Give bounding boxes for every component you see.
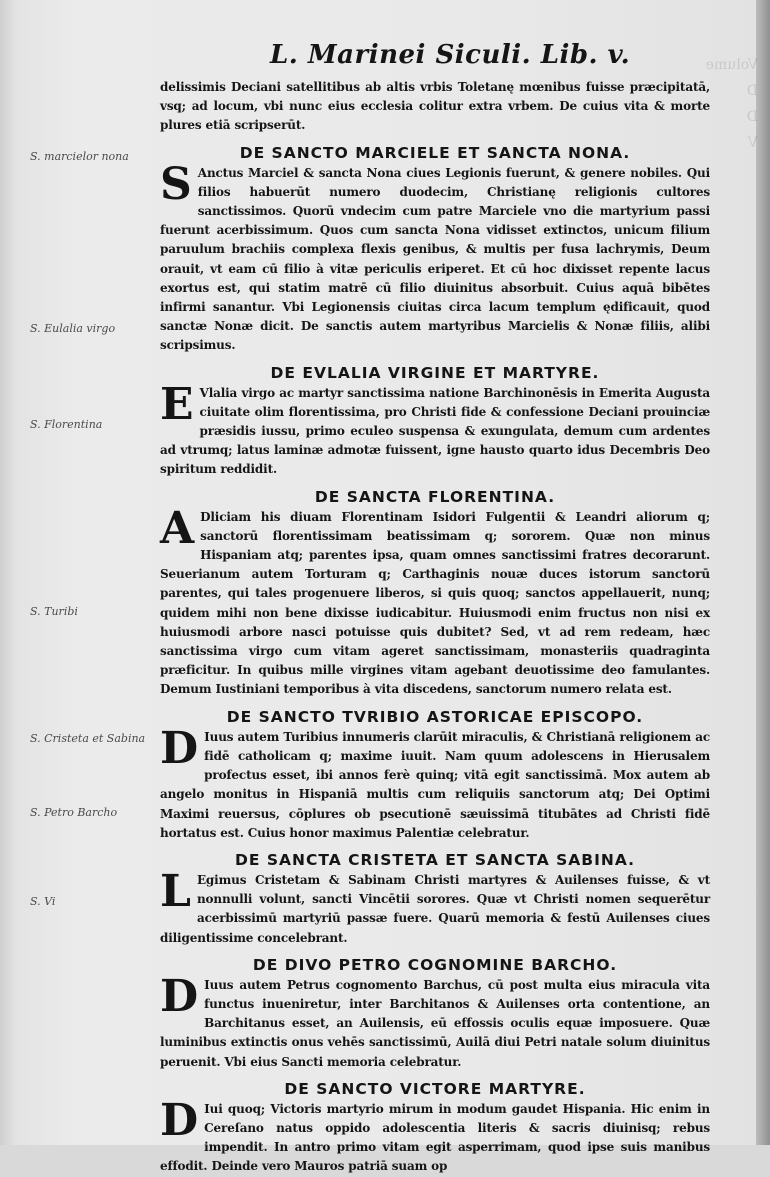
- text-column: [160, 78, 710, 1177]
- section-heading: DE EVLALIA VIRGINE ET MARTYRE.: [270, 363, 600, 382]
- margin-note-eulalia: S. Eulalia virgo: [30, 322, 116, 335]
- section-cristeta: [160, 849, 710, 948]
- drop-cap: D: [160, 970, 199, 1022]
- margin-note-florentina: S. Florentina: [30, 418, 103, 431]
- section-marciel: [160, 142, 710, 356]
- drop-cap: A: [160, 502, 195, 554]
- margin-note-petro: S. Petro Barcho: [30, 806, 118, 819]
- section-heading: DE SANCTO VICTORE MARTYRE.: [284, 1079, 586, 1098]
- drop-cap: E: [160, 378, 194, 430]
- section-heading: DE SANCTO MARCIELE ET SANCTA NONA.: [239, 143, 631, 162]
- section-petro: [160, 954, 710, 1072]
- running-head: L. Marinei Siculi. Lib. v.: [270, 40, 631, 70]
- section-text: Iui quoq; Victoris martyrio mirum in modum gaudet Hispania. Hic enim in Cereſano natus oppido adolescentia literis & sacris diuinisq; rebus impendit. In antro primo vitam egit asperrimam, quod ipse suis manibus effodit. Deinde vero Mauros patriā suam op: [160, 1101, 710, 1174]
- drop-cap: D: [160, 722, 199, 774]
- margin-note-victor: S. Vi: [30, 895, 56, 908]
- section-text: Egimus Cristetam & Sabinam Christi martyres & Auilenses fuisse, & vt nonnulli volunt, sancti Vincētii sorores. Quæ vt Christi nomen sequerētur acerbissimū martyriū passæ fuere. Quarū memoria & festū Auilenses ciues diligentissime concelebrant.: [160, 872, 710, 945]
- section-text: Iuus autem Turibius innumeris clarūit miraculis, & Christianā religionem ac fidē catholicam q; maxime iuuit. Nam quum adolescens in Hierusalem profectus esset, ibi annos ferè quinq; vitā egit sanctissimā. Mox autem ab angelo monitus in Hispaniā multis cum reliquiis sanctorum atq; Dei Optimi Maximi reuersus, cōplures ob psecutionē sæuissimā titubātes ad Christi fidē hortatus est. Cuius honor maximus Palentiæ celebratur.: [160, 729, 710, 840]
- drop-cap: L: [160, 865, 191, 917]
- section-heading: DE SANCTO TVRIBIO ASTORICAE EPISCOPO.: [226, 707, 644, 726]
- section-eulalia: [160, 362, 710, 480]
- section-heading: DE DIVO PETRO COGNOMINE BARCHO.: [252, 955, 618, 974]
- margin-note-turibio: S. Turibi: [30, 605, 78, 618]
- section-victor: [160, 1078, 710, 1177]
- section-heading: DE SANCTA CRISTETA ET SANCTA SABINA.: [235, 850, 635, 869]
- section-turibio: [160, 706, 710, 843]
- section-heading: DE SANCTA FLORENTINA.: [314, 487, 556, 506]
- page-gutter-edge: [756, 0, 770, 1145]
- section-florentina: [160, 486, 710, 700]
- drop-cap: S: [160, 158, 192, 210]
- margin-note-cristeta: S. Cristeta et Sabina: [30, 732, 146, 745]
- section-text: Dliciam his diuam Florentinam Isidori Fulgentii & Leandri aliorum q; sanctorū florentissimam beatissimam q; sororem. Quæ non minus Hispaniam atq; parentes ipsa, quam omnes sanctissimi fratres decorarunt. Seuerianum autem Torturam q; Carthaginis nouæ duces istorum sanctorū parentes, qui tales progenuere liberos, si quis quoq; sanctos appellauerit, nunq; quidem mihi non bene dixisse iudicabitur. Huiusmodi enim fructus non nisi ex huiusmodi arbore nasci potuisse quis dubitet? Sed, vt ad rem redeam, hæc sanctissima virgo cum vitam ageret sanctissimam, monasteriis quadraginta præficitur. In quibus mille virgines vitam agebant deuotissime deo famulantes. Demum Iustiniani temporibus à vita discedens, sanctorum numero relata est.: [160, 509, 710, 697]
- margin-note-marciel: S. marcielor nona: [30, 150, 129, 163]
- section-text: Anctus Marciel & sancta Nona ciues Legionis fuerunt, & genere nobiles. Qui filios habuerūt numero duodecim, Christianę religionis cultores sanctissimos. Quorū vndecim cum patre Marciele vno die martyrium passi fuerunt acerbissimum. Quos cum sancta Nona vidisset extinctos, unicum filium paruulum brachiis complexa flexis genibus, & multis per fusa lachrymis, Deum orauit, vt eam cū filio à vitæ periculis eriperet. Et cū hoc dixisset repente lacus exortus est, qui statim matrē cū filio diuinitus absorbuit. Cuius aquā bibētes infirmi sanantur. Vbi Legionensis ciuitas circa lacum templum ędificauit, quod sanctæ Nonæ dicit. De sanctis autem martyribus Marcielis & Nonæ filiis, alibi scripsimus.: [160, 165, 710, 353]
- section-text: Iuus autem Petrus cognomento Barchus, cū post multa eius miracula vita functus inueniretur, inter Barchitanos & Auilenses orta contentione, an Barchitanus esset, an Auilensis, eū effossis oculis equæ imposuere. Quæ luminibus extinctis onus vehēs sanctissimū, Auilā diui Petri natale solum diuinitus peruenit. Vbi eius Sancti memoria celebratur.: [160, 977, 710, 1069]
- bleed-through-text: Volume D D V: [705, 57, 758, 151]
- intro-paragraph: delissimis Deciani satellitibus ab altis vrbis Toletanę mœnibus fuisse præcipitatā, vsq; ad locum, vbi nunc eius ecclesia colitur extra vrbem. De cuius vita & morte plures etiā scripserūt.: [160, 80, 710, 133]
- section-text: Vlalia virgo ac martyr sanctissima natione Barchinonēsis in Emerita Augusta ciuitate olim florentissima, pro Christi fide & confessione Deciani prouinciæ præsidis iussu, primo eculeo suspensa & exungulata, demum cum ardentes ad vtrumq; latus laminæ admotæ fuissent, igne hausto quarto idus Decembris Deo spiritum reddidit.: [160, 385, 710, 477]
- drop-cap: D: [160, 1094, 199, 1146]
